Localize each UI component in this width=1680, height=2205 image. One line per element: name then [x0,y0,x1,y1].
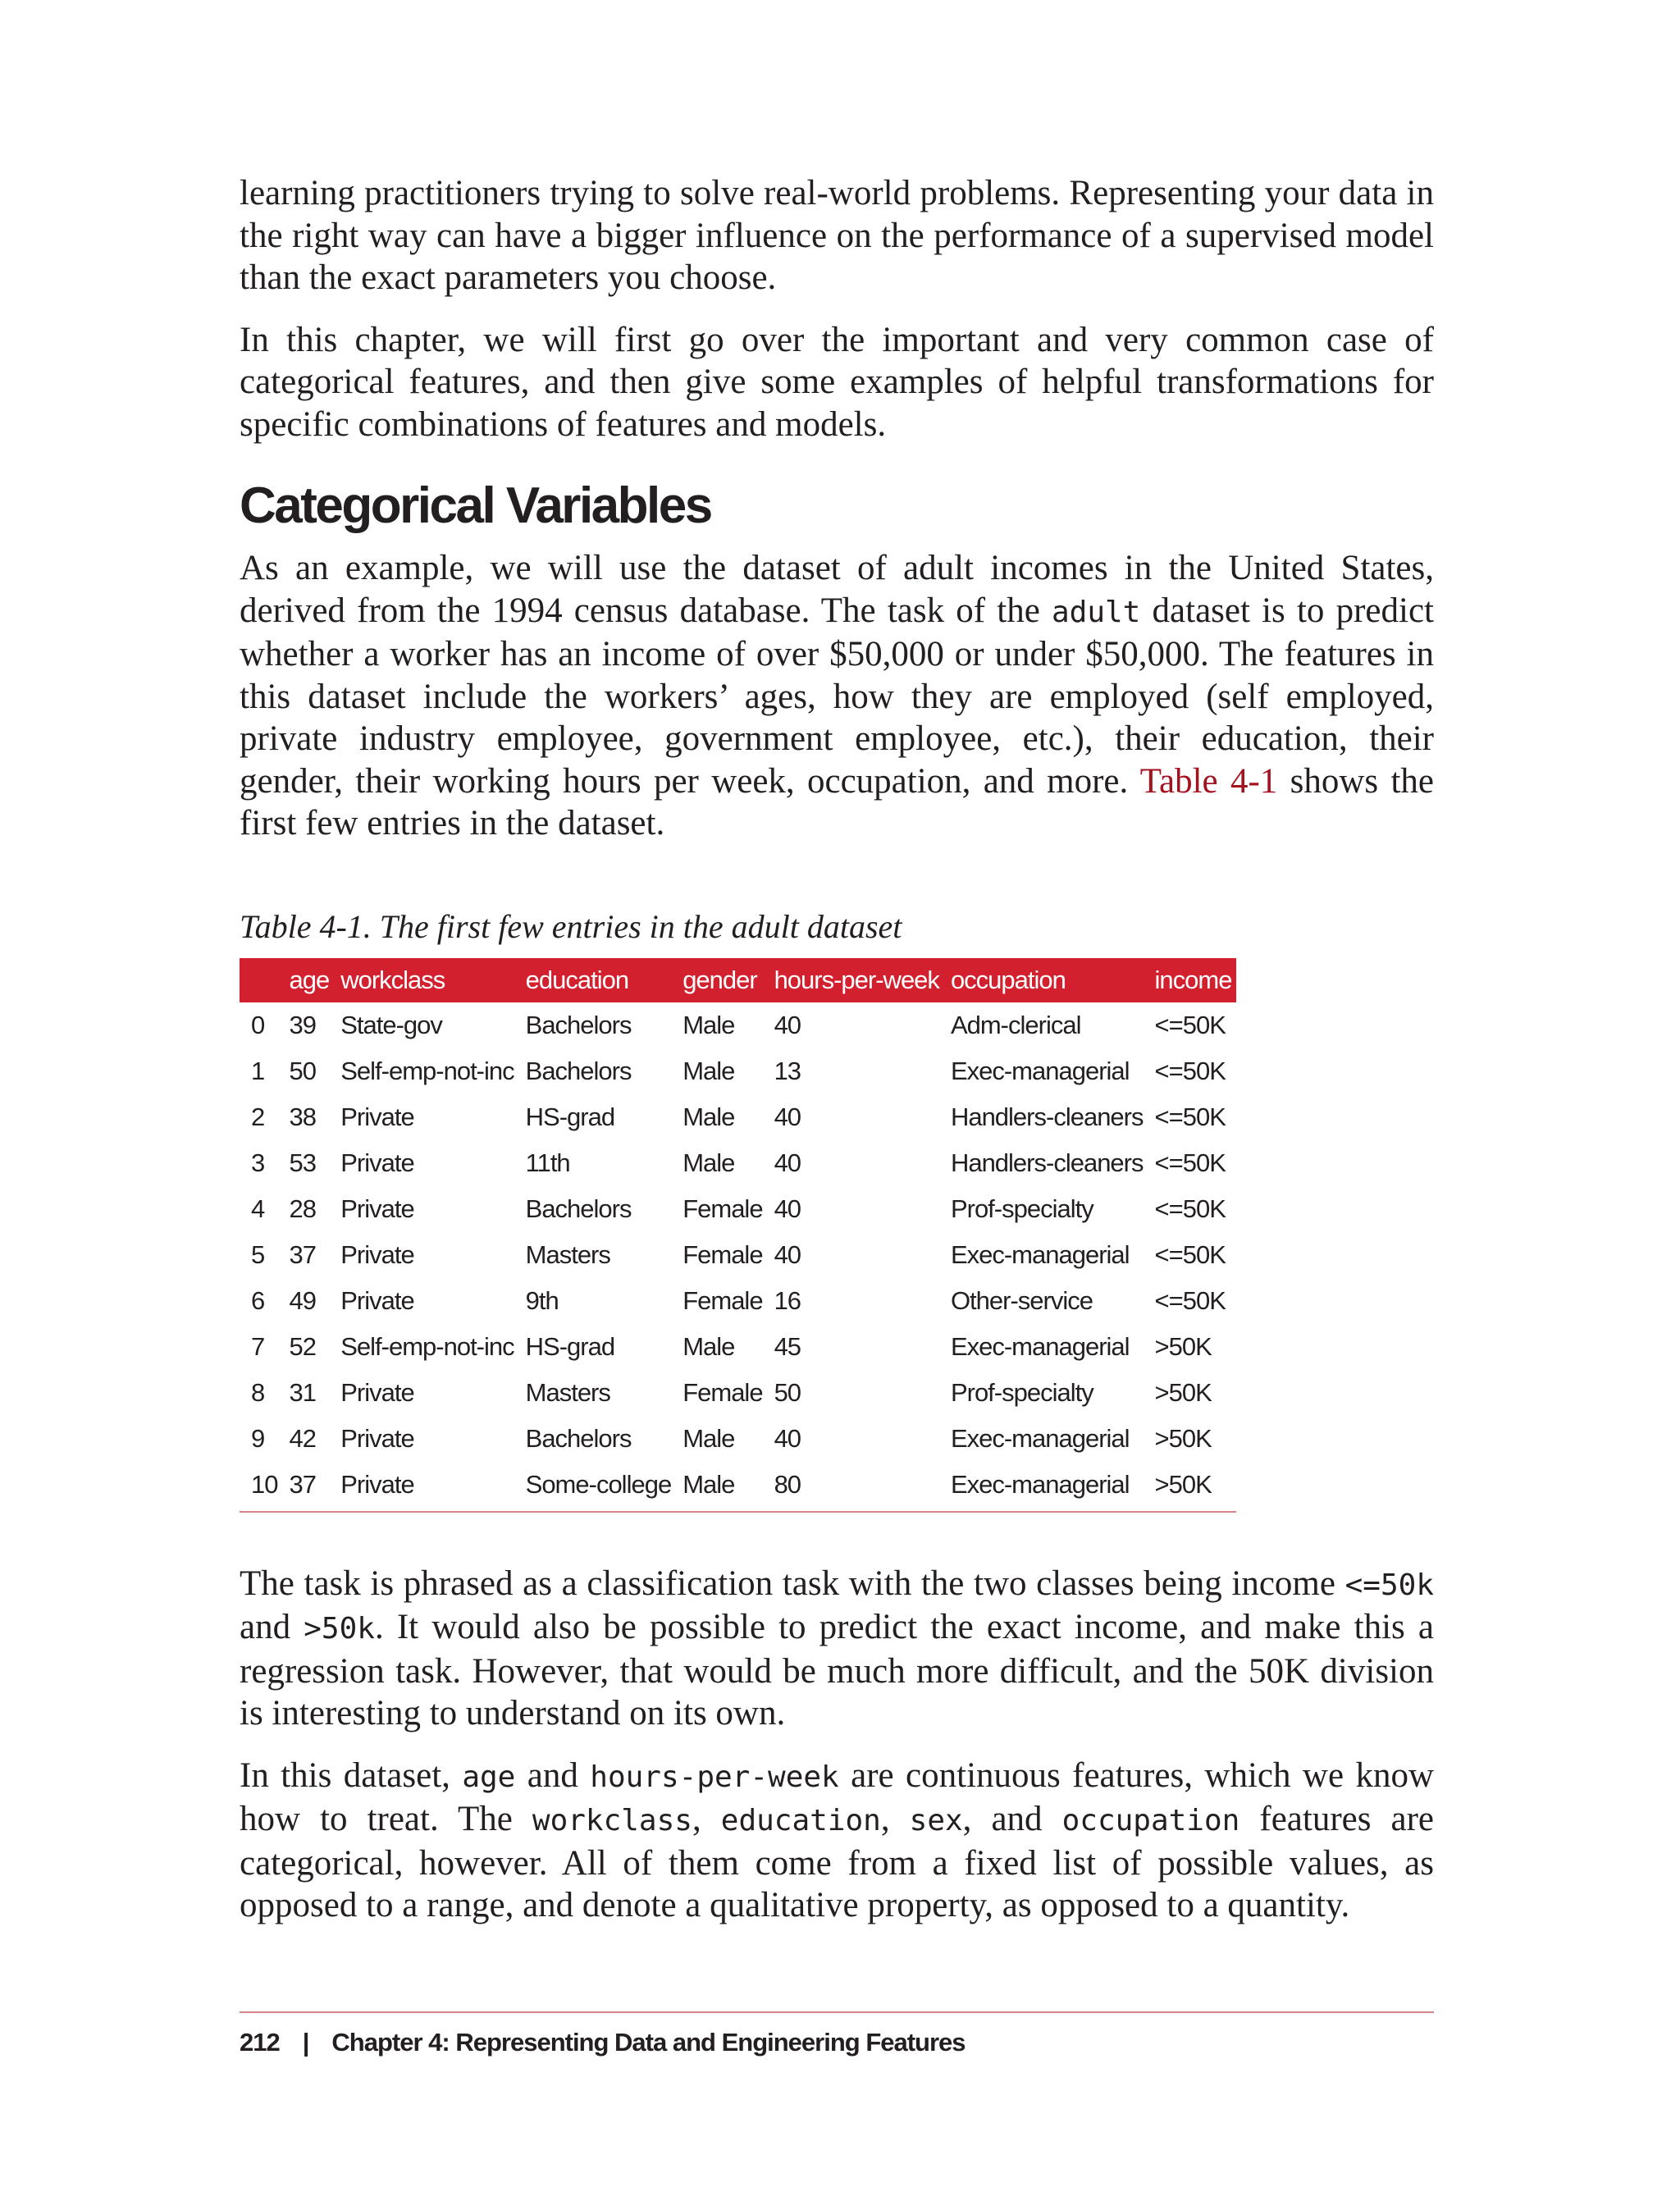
cell-education: 11th [525,1148,570,1177]
cell-income: <=50K [1154,1056,1226,1085]
cell-hours-per-week: 40 [774,1148,801,1177]
cell-occupation: Exec-managerial [950,1331,1130,1361]
cell-age: 49 [289,1285,316,1315]
table-row [240,1462,1236,1508]
header-index [240,958,282,1002]
cell-index: 7 [251,1331,265,1361]
cell-income: <=50K [1154,1102,1226,1131]
cell-index: 2 [251,1102,265,1131]
cell-index: 5 [251,1239,265,1269]
page-footer [240,2011,1434,2057]
cell-gender: Male [682,1469,735,1499]
table-row [240,1416,1236,1462]
header-gender: gender [676,958,767,1002]
cell-workclass: Private [340,1102,414,1131]
table-reference-link[interactable]: Table 4-1 [1139,761,1278,801]
after-paragraph-2: In this dataset, age and hours-per-week are continuous features, which we know how to treat. The workclass, education, sex, and occupation features are categorical, however. All of them come from a fixed list of possible values, as opposed to a range, and denote a qualitative property, as opposed to a quantity. [240,1755,1434,1924]
table-row [240,1140,1236,1186]
header-education: education [519,958,677,1002]
cell-age: 38 [289,1102,316,1131]
footer-separator: | [302,2028,309,2057]
cell-education: Bachelors [525,1423,632,1453]
cell-occupation: Exec-managerial [950,1469,1130,1499]
cell-workclass: Private [340,1423,414,1453]
cell-education: Bachelors [525,1194,632,1223]
inline-code-adult: adult [1051,595,1141,629]
cell-income: <=50K [1154,1239,1226,1269]
cell-age: 31 [289,1377,316,1407]
cell-income: <=50K [1154,1194,1226,1223]
inline-code-le50k: <=50k [1344,1568,1434,1602]
cell-occupation: Exec-managerial [950,1423,1130,1453]
cell-age: 52 [289,1331,316,1361]
table-row [240,1278,1236,1324]
cell-index: 8 [251,1377,265,1407]
cell-age: 53 [289,1148,316,1177]
cell-income: >50K [1154,1331,1212,1361]
page-number: 212 [240,2028,280,2057]
cell-education: HS-grad [525,1102,615,1131]
cell-workclass: Self-emp-not-inc [340,1056,514,1085]
cell-age: 37 [289,1469,316,1499]
inline-code-gt50k: >50k [304,1612,375,1646]
cell-income: >50K [1154,1423,1212,1453]
table-caption: Table 4-1. The first few entries in the adult dataset [240,907,902,945]
cell-gender: Female [682,1194,763,1223]
table-row [240,1324,1236,1370]
header-workclass: workclass [334,958,518,1002]
cell-age: 28 [289,1194,316,1223]
cell-education: HS-grad [525,1331,615,1361]
cell-occupation: Adm-clerical [950,1010,1081,1039]
section-heading: Categorical Variables [240,477,711,534]
table-header-row [240,958,1236,1002]
inline-code-hours-per-week: hours-per-week [590,1760,839,1794]
cell-age: 50 [289,1056,316,1085]
cell-gender: Male [682,1056,735,1085]
header-occupation: occupation [944,958,1148,1002]
cell-gender: Male [682,1010,735,1039]
chapter-title: Chapter 4: Representing Data and Engineering Features [331,2028,966,2057]
table-row [240,1048,1236,1094]
cell-index: 0 [251,1010,265,1039]
cell-education: Bachelors [525,1010,632,1039]
cell-education: Bachelors [525,1056,632,1085]
cell-workclass: Private [340,1285,414,1315]
cell-occupation: Other-service [950,1285,1093,1315]
cell-index: 10 [251,1469,278,1499]
cell-education: 9th [525,1285,559,1315]
adult-dataset-table [240,958,1236,1508]
cell-income: >50K [1154,1377,1212,1407]
cell-hours-per-week: 40 [774,1102,801,1131]
inline-code-sex: sex [909,1804,963,1838]
cell-index: 3 [251,1148,265,1177]
cell-hours-per-week: 13 [774,1056,801,1085]
cell-occupation: Exec-managerial [950,1239,1130,1269]
intro-paragraph-1: learning practitioners trying to solve real-world problems. Representing your data in the right way can have a bigger influence on the performance of a supervised model than the exact parameters you choose. [240,174,1434,297]
cell-workclass: Private [340,1377,414,1407]
table-row [240,1094,1236,1140]
cell-gender: Female [682,1285,763,1315]
cell-age: 37 [289,1239,316,1269]
cell-workclass: Self-emp-not-inc [340,1331,514,1361]
cell-income: <=50K [1154,1148,1226,1177]
cell-workclass: Private [340,1148,414,1177]
cell-index: 4 [251,1194,265,1223]
header-age: age [282,958,334,1002]
cell-hours-per-week: 45 [774,1331,801,1361]
page-content [240,172,1434,1927]
cell-education: Some-college [525,1469,672,1499]
cell-index: 6 [251,1285,265,1315]
cell-hours-per-week: 40 [774,1239,801,1269]
cell-gender: Female [682,1239,763,1269]
cell-age: 42 [289,1423,316,1453]
cell-gender: Male [682,1102,735,1131]
inline-code-workclass: workclass [532,1804,692,1838]
cell-workclass: Private [340,1469,414,1499]
table-row [240,1002,1236,1048]
cell-hours-per-week: 40 [774,1010,801,1039]
inline-code-occupation: occupation [1061,1804,1240,1838]
cell-occupation: Prof-specialty [950,1194,1093,1223]
cell-gender: Male [682,1423,735,1453]
table-container [240,958,1236,1513]
cell-index: 1 [251,1056,265,1085]
intro-paragraph-2: In this chapter, we will first go over the important and very common case of categorical features, and then give some examples of helpful transformations for specific combinations of features and models. [240,320,1434,444]
cell-occupation: Handlers-cleaners [950,1102,1144,1131]
cell-hours-per-week: 80 [774,1469,801,1499]
inline-code-education: education [720,1804,881,1838]
cell-education: Masters [525,1377,610,1407]
cell-age: 39 [289,1010,316,1039]
cell-hours-per-week: 40 [774,1423,801,1453]
header-income: income [1148,958,1237,1002]
cell-education: Masters [525,1239,610,1269]
cell-hours-per-week: 40 [774,1194,801,1223]
inline-code-age: age [462,1760,516,1794]
cell-occupation: Handlers-cleaners [950,1148,1144,1177]
cell-income: <=50K [1154,1285,1226,1315]
cell-hours-per-week: 16 [774,1285,801,1315]
cell-occupation: Prof-specialty [950,1377,1093,1407]
cell-income: <=50K [1154,1010,1226,1039]
after-paragraph-1: The task is phrased as a classification task with the two classes being income <=50k and >50k. It would also be possible to predict the exact income, and make this a regression task. However, that would be much more difficult, and the 50K division is interesting to understand on its own. [240,1564,1434,1732]
cell-gender: Male [682,1148,735,1177]
cell-gender: Female [682,1377,763,1407]
section-paragraph-1: As an example, we will use the dataset of adult incomes in the United States, derived from the 1994 census database. The task of the adult dataset is to predict whether a worker has an income of over $50,000 or under $50,000. The features in this dataset include the workers’ ages, how they are employed (self employed, private industry employee, government employee, etc.), their education, their gender, their working hours per week, occupation, and more. Table 4-1 shows the first few entries in the dataset. [240,549,1434,842]
table-row [240,1186,1236,1232]
cell-workclass: Private [340,1239,414,1269]
cell-income: >50K [1154,1469,1212,1499]
table-row [240,1232,1236,1278]
table-body [240,1002,1236,1508]
cell-workclass: State-gov [340,1010,442,1039]
header-hours-per-week: hours-per-week [768,958,944,1002]
cell-occupation: Exec-managerial [950,1056,1130,1085]
table-row [240,1370,1236,1416]
cell-workclass: Private [340,1194,414,1223]
cell-gender: Male [682,1331,735,1361]
cell-hours-per-week: 50 [774,1377,801,1407]
cell-index: 9 [251,1423,265,1453]
